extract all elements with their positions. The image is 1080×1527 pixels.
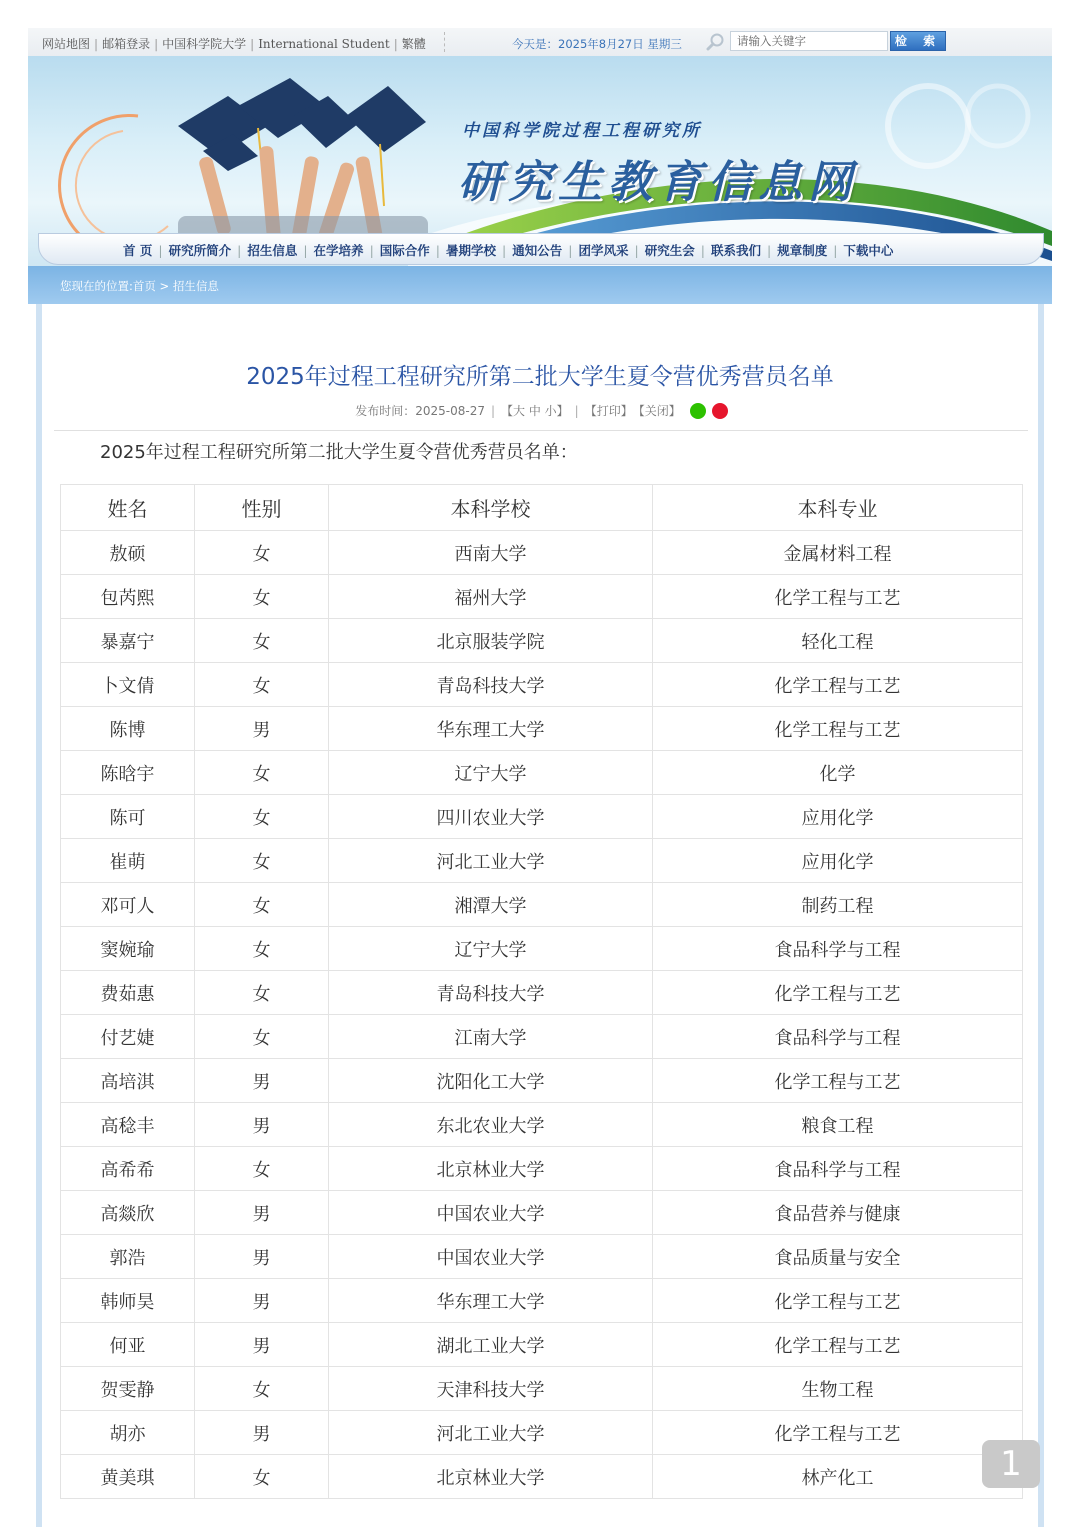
cell-major: 化学工程与工艺 bbox=[653, 1279, 1023, 1323]
nav-item-training[interactable]: 在学培养 bbox=[313, 243, 364, 258]
table-row bbox=[61, 1235, 1023, 1279]
cell-gender: 女 bbox=[195, 751, 329, 795]
cell-name: 贺雯静 bbox=[61, 1367, 195, 1411]
cell-name: 窦婉瑜 bbox=[61, 927, 195, 971]
table-row bbox=[61, 1279, 1023, 1323]
mail-login-link[interactable]: 邮箱登录 bbox=[102, 37, 151, 51]
table-row bbox=[61, 927, 1023, 971]
cell-gender: 女 bbox=[195, 663, 329, 707]
nav-item-downloads[interactable]: 下载中心 bbox=[843, 243, 894, 258]
cell-name: 高稔丰 bbox=[61, 1103, 195, 1147]
nav-item-notices[interactable]: 通知公告 bbox=[512, 243, 563, 258]
divider bbox=[444, 32, 446, 52]
table-row bbox=[61, 1367, 1023, 1411]
table-row bbox=[61, 1455, 1023, 1499]
nav-item-summer-school[interactable]: 暑期学校 bbox=[446, 243, 497, 258]
header-major: 本科专业 bbox=[653, 485, 1023, 531]
cell-major: 食品科学与工程 bbox=[653, 1015, 1023, 1059]
divider bbox=[54, 430, 1028, 431]
article-title: 2025年过程工程研究所第二批大学生夏令营优秀营员名单 bbox=[246, 364, 834, 390]
cell-name: 韩师昊 bbox=[61, 1279, 195, 1323]
cell-school: 华东理工大学 bbox=[329, 707, 653, 751]
search-button[interactable]: 检 索 bbox=[890, 31, 946, 51]
table-row bbox=[61, 795, 1023, 839]
cell-name: 邓可人 bbox=[61, 883, 195, 927]
search-icon bbox=[706, 32, 726, 52]
wechat-share-icon[interactable] bbox=[690, 403, 706, 419]
cell-school: 华东理工大学 bbox=[329, 1279, 653, 1323]
nav-item-home[interactable]: 首 页 bbox=[123, 243, 153, 258]
cell-school: 沈阳化工大学 bbox=[329, 1059, 653, 1103]
cell-gender: 男 bbox=[195, 1103, 329, 1147]
cell-name: 付艺婕 bbox=[61, 1015, 195, 1059]
main-nav: 首 页 | 研究所简介 | 招生信息 | 在学培养 | 国际合作 | 暑期学校 | 通知公告 | 团学风采 | 研究生会 | 联系我们 | 规章制度 | 下载中心 bbox=[38, 233, 1044, 265]
nav-item-about[interactable]: 研究所简介 bbox=[168, 243, 232, 258]
article-panel bbox=[36, 304, 1044, 1527]
cell-name: 黄美琪 bbox=[61, 1455, 195, 1499]
cell-gender: 女 bbox=[195, 927, 329, 971]
table-row bbox=[61, 1103, 1023, 1147]
cell-name: 高燚欣 bbox=[61, 1191, 195, 1235]
cell-major: 食品科学与工程 bbox=[653, 927, 1023, 971]
cell-gender: 女 bbox=[195, 795, 329, 839]
cell-gender: 女 bbox=[195, 1015, 329, 1059]
cell-name: 陈晗宇 bbox=[61, 751, 195, 795]
cell-major: 生物工程 bbox=[653, 1367, 1023, 1411]
cell-school: 江南大学 bbox=[329, 1015, 653, 1059]
cell-gender: 女 bbox=[195, 883, 329, 927]
cell-major: 粮食工程 bbox=[653, 1103, 1023, 1147]
table-row bbox=[61, 1059, 1023, 1103]
international-student-link[interactable]: International Student bbox=[258, 37, 390, 51]
cell-name: 胡亦 bbox=[61, 1411, 195, 1455]
cell-gender: 男 bbox=[195, 1191, 329, 1235]
cell-school: 四川农业大学 bbox=[329, 795, 653, 839]
cell-gender: 女 bbox=[195, 971, 329, 1015]
cell-school: 福州大学 bbox=[329, 575, 653, 619]
cell-major: 食品营养与健康 bbox=[653, 1191, 1023, 1235]
cell-major: 应用化学 bbox=[653, 795, 1023, 839]
cell-school: 东北农业大学 bbox=[329, 1103, 653, 1147]
article-intro: 2025年过程工程研究所第二批大学生夏令营优秀营员名单： bbox=[100, 442, 578, 463]
font-size-control[interactable]: 【大 中 小】 bbox=[501, 404, 569, 418]
cell-name: 郭浩 bbox=[61, 1235, 195, 1279]
table-row bbox=[61, 1015, 1023, 1059]
cell-major: 应用化学 bbox=[653, 839, 1023, 883]
cell-gender: 男 bbox=[195, 1323, 329, 1367]
cell-major: 化学工程与工艺 bbox=[653, 971, 1023, 1015]
table-row bbox=[61, 971, 1023, 1015]
cell-name: 陈可 bbox=[61, 795, 195, 839]
table-header-row bbox=[61, 485, 1023, 531]
campers-table bbox=[60, 484, 1023, 1499]
table-row bbox=[61, 1147, 1023, 1191]
nav-item-contact[interactable]: 联系我们 bbox=[710, 243, 761, 258]
cell-name: 包芮熙 bbox=[61, 575, 195, 619]
cell-school: 湘潭大学 bbox=[329, 883, 653, 927]
cell-gender: 男 bbox=[195, 1235, 329, 1279]
today-date: 今天是：2025年8月27日 星期三 bbox=[512, 37, 682, 51]
table-row bbox=[61, 1191, 1023, 1235]
cell-major: 化学工程与工艺 bbox=[653, 575, 1023, 619]
cell-gender: 女 bbox=[195, 619, 329, 663]
table-row bbox=[61, 751, 1023, 795]
cell-gender: 女 bbox=[195, 1147, 329, 1191]
breadcrumb-bar bbox=[28, 266, 1052, 304]
site-title: 研究生教育信息网 bbox=[458, 157, 858, 208]
sitemap-link[interactable]: 网站地图 bbox=[42, 37, 91, 51]
header-gender: 性别 bbox=[195, 485, 329, 531]
cell-gender: 男 bbox=[195, 1411, 329, 1455]
top-links: 网站地图 | 邮箱登录 | 中国科学院大学 | International Student | 繁體 bbox=[42, 37, 426, 51]
nav-item-admissions[interactable]: 招生信息 bbox=[247, 243, 298, 258]
table-row bbox=[61, 619, 1023, 663]
table-body bbox=[61, 531, 1023, 1499]
cell-school: 北京服装学院 bbox=[329, 619, 653, 663]
publish-date: 发布时间：2025-08-27 bbox=[355, 404, 485, 418]
table-row bbox=[61, 707, 1023, 751]
cell-school: 中国农业大学 bbox=[329, 1235, 653, 1279]
traditional-chinese-link[interactable]: 繁體 bbox=[401, 37, 426, 51]
table-row bbox=[61, 663, 1023, 707]
nav-item-student-union[interactable]: 研究生会 bbox=[644, 243, 695, 258]
table-row bbox=[61, 575, 1023, 619]
cell-school: 辽宁大学 bbox=[329, 751, 653, 795]
table-row bbox=[61, 839, 1023, 883]
cell-major: 化学工程与工艺 bbox=[653, 1323, 1023, 1367]
table-row bbox=[61, 1323, 1023, 1367]
cell-major: 化学 bbox=[653, 751, 1023, 795]
cell-name: 暴嘉宁 bbox=[61, 619, 195, 663]
print-button[interactable]: 【打印】 bbox=[584, 404, 633, 418]
cell-name: 费茹惠 bbox=[61, 971, 195, 1015]
cell-school: 西南大学 bbox=[329, 531, 653, 575]
cell-school: 北京林业大学 bbox=[329, 1147, 653, 1191]
cell-name: 何亚 bbox=[61, 1323, 195, 1367]
cell-school: 青岛科技大学 bbox=[329, 663, 653, 707]
cell-name: 崔萌 bbox=[61, 839, 195, 883]
cell-school: 河北工业大学 bbox=[329, 1411, 653, 1455]
cell-major: 制药工程 bbox=[653, 883, 1023, 927]
table-row bbox=[61, 883, 1023, 927]
cell-gender: 女 bbox=[195, 1455, 329, 1499]
cell-gender: 女 bbox=[195, 575, 329, 619]
cell-school: 中国农业大学 bbox=[329, 1191, 653, 1235]
nav-item-international[interactable]: 国际合作 bbox=[379, 243, 430, 258]
org-name: 中国科学院过程工程研究所 bbox=[462, 121, 702, 141]
page-number-badge: 1 bbox=[982, 1440, 1040, 1488]
cell-gender: 男 bbox=[195, 1279, 329, 1323]
cell-major: 轻化工程 bbox=[653, 619, 1023, 663]
cell-major: 化学工程与工艺 bbox=[653, 1059, 1023, 1103]
cell-major: 化学工程与工艺 bbox=[653, 707, 1023, 751]
cell-major: 金属材料工程 bbox=[653, 531, 1023, 575]
cell-gender: 女 bbox=[195, 839, 329, 883]
cell-school: 辽宁大学 bbox=[329, 927, 653, 971]
cell-name: 高希希 bbox=[61, 1147, 195, 1191]
cell-name: 陈博 bbox=[61, 707, 195, 751]
close-button[interactable]: 【关闭】 bbox=[638, 404, 681, 418]
article-meta: 发布时间：2025-08-27 | 【大 中 小】 | 【打印】 【关闭】 bbox=[42, 402, 1038, 419]
weibo-share-icon[interactable] bbox=[712, 403, 728, 419]
cell-school: 天津科技大学 bbox=[329, 1367, 653, 1411]
cell-major: 化学工程与工艺 bbox=[653, 1411, 1023, 1455]
header-name: 姓名 bbox=[61, 485, 195, 531]
cell-name: 高培淇 bbox=[61, 1059, 195, 1103]
top-utility-bar bbox=[28, 28, 1052, 57]
cell-school: 湖北工业大学 bbox=[329, 1323, 653, 1367]
cell-name: 卜文倩 bbox=[61, 663, 195, 707]
breadcrumb[interactable]: 您现在的位置:首页 > 招生信息 bbox=[60, 279, 219, 293]
cell-major: 食品科学与工程 bbox=[653, 1147, 1023, 1191]
cell-school: 北京林业大学 bbox=[329, 1455, 653, 1499]
page bbox=[28, 28, 1052, 1527]
cell-gender: 男 bbox=[195, 707, 329, 751]
table-row bbox=[61, 531, 1023, 575]
cell-gender: 女 bbox=[195, 1367, 329, 1411]
nav-item-regulations[interactable]: 规章制度 bbox=[777, 243, 828, 258]
header-school: 本科学校 bbox=[329, 485, 653, 531]
cell-major: 林产化工 bbox=[653, 1455, 1023, 1499]
cell-name: 敖硕 bbox=[61, 531, 195, 575]
cell-major: 化学工程与工艺 bbox=[653, 663, 1023, 707]
nav-item-student-life[interactable]: 团学风采 bbox=[578, 243, 629, 258]
cell-major: 食品质量与安全 bbox=[653, 1235, 1023, 1279]
cell-school: 青岛科技大学 bbox=[329, 971, 653, 1015]
ucas-link[interactable]: 中国科学院大学 bbox=[162, 37, 247, 51]
cell-gender: 女 bbox=[195, 531, 329, 575]
cell-gender: 男 bbox=[195, 1059, 329, 1103]
cell-school: 河北工业大学 bbox=[329, 839, 653, 883]
table-row bbox=[61, 1411, 1023, 1455]
search-input[interactable]: 请输入关键字 bbox=[730, 31, 888, 51]
